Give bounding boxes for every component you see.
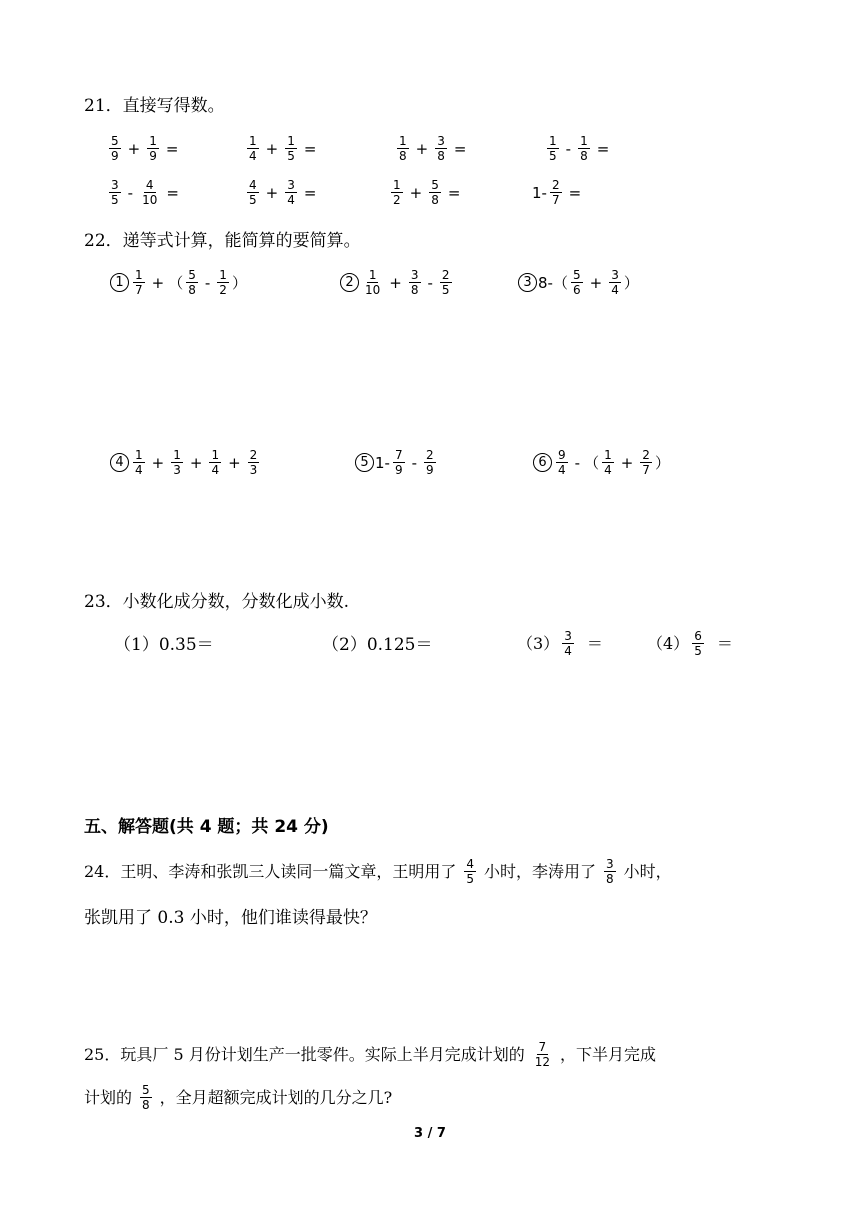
q22-problem-2: 2 $\frac{1}{10}$ + $\frac{3}{8}$ - $\frac{2}{5}$ <box>340 268 455 297</box>
q21-r2-1: $\frac{3}{5}$ - $\frac{4}{10}$ = <box>111 178 179 207</box>
fraction: $\frac{3}{5}$ <box>111 178 119 207</box>
q23-item-4: （4） $\frac{6}{5}$ ＝ <box>647 629 733 658</box>
fraction: $\frac{1}{2}$ <box>219 268 227 297</box>
fraction: $\frac{2}{3}$ <box>249 448 258 477</box>
fraction: $\frac{4}{5}$ <box>466 857 475 886</box>
fraction: $\frac{5}{8}$ <box>142 1083 150 1112</box>
q22-problem-4: 4 $\frac{1}{4}$ + $\frac{1}{3}$ + $\frac{1}{4}$ + $\frac{2}{3}$ <box>110 448 262 477</box>
fraction: $\frac{3}{4}$ <box>287 178 295 207</box>
q21-r2-2: $\frac{4}{5}$ + $\frac{3}{4}$ = <box>249 178 317 207</box>
q22-problem-5: 5 1- $\frac{7}{9}$ - $\frac{2}{9}$ <box>355 448 439 477</box>
q21-r2-4: 1- $\frac{2}{7}$ = <box>532 178 582 207</box>
fraction: $\frac{4}{5}$ <box>249 178 257 207</box>
fraction: $\frac{1}{7}$ <box>135 268 143 297</box>
q22-problem-6: 6 $\frac{9}{4}$ - （ $\frac{1}{4}$ + $\frac{2}{7}$ ） <box>533 448 670 477</box>
circled-number: 3 <box>518 273 537 292</box>
fraction: $\frac{1}{8}$ <box>399 134 407 163</box>
q23-title: 23．小数化成分数，分数化成小数. <box>84 592 350 612</box>
fraction: $\frac{1}{8}$ <box>580 134 588 163</box>
fraction: $\frac{3}{4}$ <box>611 268 619 297</box>
fraction: $\frac{3}{8}$ <box>437 134 445 163</box>
fraction: $\frac{6}{5}$ <box>694 629 702 658</box>
fraction: $\frac{3}{8}$ <box>410 268 419 297</box>
circled-number: 2 <box>340 273 359 292</box>
q24-line-2: 张凯用了 0.3 小时，他们谁读得最快？ <box>84 908 377 928</box>
q21-title: 21．直接写得数。 <box>84 96 225 116</box>
fraction: $\frac{3}{4}$ <box>564 629 572 658</box>
fraction: $\frac{2}{5}$ <box>441 268 450 297</box>
section-heading: 五、解答题(共 4 题；共 24 分) <box>84 817 329 837</box>
q21-r1-3: $\frac{1}{8}$ + $\frac{3}{8}$ = <box>399 134 467 163</box>
fraction: $\frac{4}{10}$ <box>142 178 158 207</box>
fraction: $\frac{1}{3}$ <box>173 448 181 477</box>
q23-item-2: （2）0.125＝ <box>322 635 433 655</box>
fraction: $\frac{9}{4}$ <box>558 448 566 477</box>
fraction: $\frac{1}{2}$ <box>393 178 401 207</box>
fraction: $\frac{1}{5}$ <box>287 134 295 163</box>
fraction: $\frac{7}{12}$ <box>534 1040 550 1069</box>
q24-line-1: 24．王明、李涛和张凯三人读同一篇文章，王明用了 $\frac{4}{5}$ 小时，李涛用了 $\frac{3}{8}$ 小时， <box>84 857 672 886</box>
q22-problem-3: 3 8-（ $\frac{5}{6}$ + $\frac{3}{4}$ ） <box>518 268 639 297</box>
q21-r1-2: $\frac{1}{4}$ + $\frac{1}{5}$ = <box>249 134 317 163</box>
fraction: $\frac{5}{9}$ <box>111 134 119 163</box>
circled-number: 6 <box>533 453 552 472</box>
fraction: $\frac{3}{8}$ <box>606 857 614 886</box>
q25-line-1: 25．玩具厂 5 月份计划生产一批零件。实际上半月完成计划的 $\frac{7}{12}$ ，下半月完成 <box>84 1040 657 1069</box>
page-number: 3 / 7 <box>414 1126 446 1141</box>
fraction: $\frac{1}{5}$ <box>549 134 557 163</box>
fraction: $\frac{1}{9}$ <box>149 134 157 163</box>
q21-r2-3: $\frac{1}{2}$ + $\frac{5}{8}$ = <box>393 178 461 207</box>
q25-line-2: 计划的 $\frac{5}{8}$ ，全月超额完成计划的几分之几? <box>84 1083 393 1112</box>
circled-number: 5 <box>355 453 374 472</box>
fraction: $\frac{2}{9}$ <box>426 448 434 477</box>
fraction: $\frac{1}{4}$ <box>249 134 257 163</box>
fraction: $\frac{1}{10}$ <box>365 268 381 297</box>
q23-item-1: （1）0.35＝ <box>114 635 214 655</box>
q23-item-3: （3） $\frac{3}{4}$ ＝ <box>517 629 603 658</box>
fraction: $\frac{5}{8}$ <box>188 268 196 297</box>
fraction: $\frac{1}{4}$ <box>135 448 143 477</box>
circled-number: 4 <box>110 453 129 472</box>
q21-r1-1: $\frac{5}{9}$ + $\frac{1}{9}$ = <box>111 134 179 163</box>
fraction: $\frac{5}{6}$ <box>572 268 581 297</box>
fraction: $\frac{2}{7}$ <box>642 448 650 477</box>
fraction: $\frac{7}{9}$ <box>394 448 403 477</box>
q21-r1-4: $\frac{1}{5}$ - $\frac{1}{8}$ = <box>549 134 610 163</box>
circled-number: 1 <box>110 273 129 292</box>
fraction: $\frac{1}{4}$ <box>604 448 612 477</box>
q22-problem-1: 1 $\frac{1}{7}$ + （ $\frac{5}{8}$ - $\frac{1}{2}$ ） <box>110 268 247 297</box>
fraction: $\frac{5}{8}$ <box>431 178 439 207</box>
fraction: $\frac{1}{4}$ <box>211 448 220 477</box>
q22-title: 22．递等式计算，能简算的要简算。 <box>84 231 361 251</box>
fraction: $\frac{2}{7}$ <box>551 178 560 207</box>
